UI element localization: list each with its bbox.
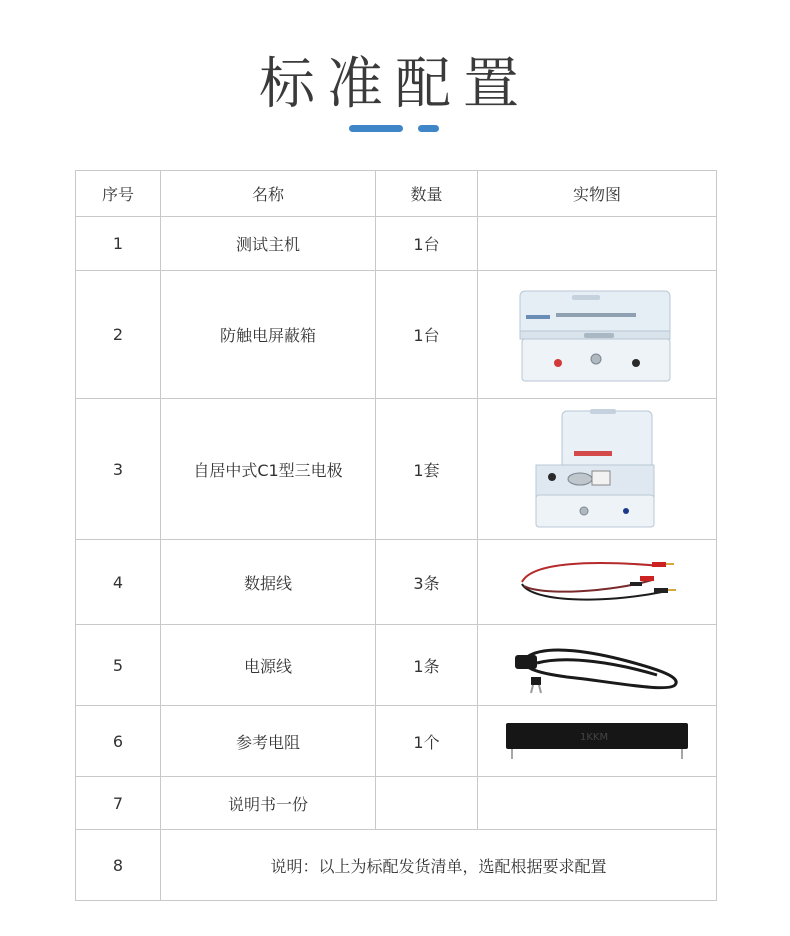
shield-box-image xyxy=(512,283,682,387)
row-qty: 1台 xyxy=(376,271,478,399)
table-row xyxy=(76,399,717,540)
row-image xyxy=(478,399,717,540)
row-image xyxy=(478,625,717,706)
row-name: 自居中式C1型三电极 xyxy=(161,399,376,540)
row-no: 2 xyxy=(76,271,161,399)
row-image xyxy=(478,217,717,271)
row-image xyxy=(478,540,717,625)
header-qty: 数量 xyxy=(376,171,478,217)
row-image xyxy=(478,706,717,777)
row-no: 3 xyxy=(76,399,161,540)
row-name: 说明书一份 xyxy=(161,777,376,830)
row-name: 防触电屏蔽箱 xyxy=(161,271,376,399)
table-row xyxy=(76,271,717,399)
page-title: 标准配置 xyxy=(259,52,531,117)
row-name: 电源线 xyxy=(161,625,376,706)
electrode-box-image xyxy=(532,407,662,531)
row-name: 参考电阻 xyxy=(161,706,376,777)
row-no: 8 xyxy=(76,830,161,901)
table-row xyxy=(76,777,717,830)
power-cord-image xyxy=(507,633,687,697)
row-qty: 3条 xyxy=(376,540,478,625)
title-underline-short xyxy=(418,125,439,132)
reference-resistor-image xyxy=(502,719,692,763)
table-row xyxy=(76,830,717,901)
header-name: 名称 xyxy=(161,171,376,217)
resistor-label: 1KKM xyxy=(580,732,609,743)
row-name: 测试主机 xyxy=(161,217,376,271)
data-cables-image xyxy=(512,552,682,612)
row-qty: 1套 xyxy=(376,399,478,540)
header-image: 实物图 xyxy=(478,171,717,217)
header-no: 序号 xyxy=(76,171,161,217)
table-row xyxy=(76,217,717,271)
title-underline-long xyxy=(349,125,403,132)
row-no: 7 xyxy=(76,777,161,830)
row-qty xyxy=(376,777,478,830)
row-qty: 1台 xyxy=(376,217,478,271)
row-no: 4 xyxy=(76,540,161,625)
row-note: 说明：以上为标配发货清单，选配根据要求配置 xyxy=(161,830,717,901)
table-header-row xyxy=(76,171,717,217)
config-table xyxy=(75,170,717,901)
row-name: 数据线 xyxy=(161,540,376,625)
table-row xyxy=(76,706,717,777)
row-qty: 1个 xyxy=(376,706,478,777)
row-image xyxy=(478,777,717,830)
table-row xyxy=(76,540,717,625)
row-no: 1 xyxy=(76,217,161,271)
row-no: 5 xyxy=(76,625,161,706)
row-image xyxy=(478,271,717,399)
row-no: 6 xyxy=(76,706,161,777)
row-qty: 1条 xyxy=(376,625,478,706)
table-row xyxy=(76,625,717,706)
